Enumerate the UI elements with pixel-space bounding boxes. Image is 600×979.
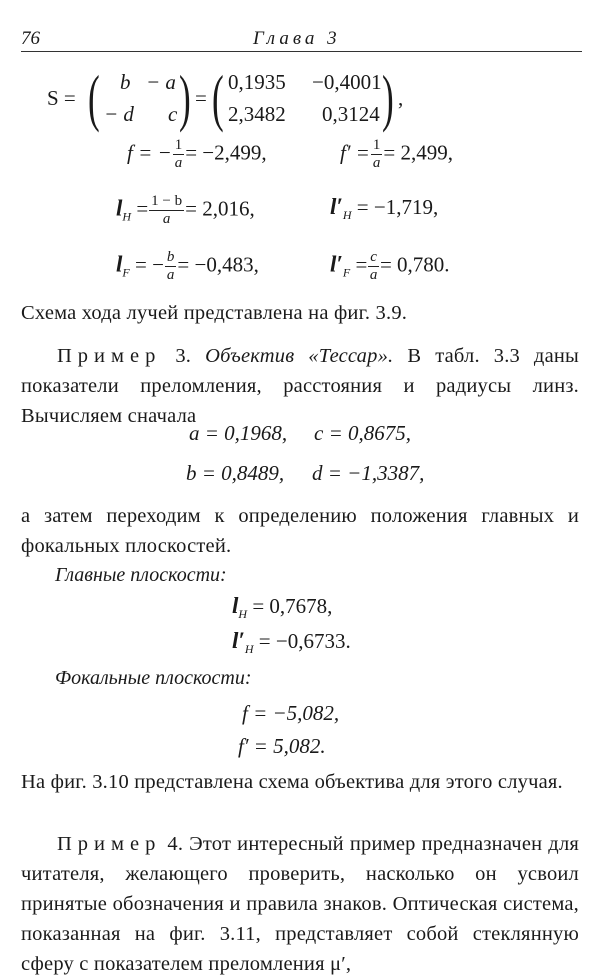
paragraph-planes: а затем переходим к определению положения главных и фокальных плоскостей. [21, 505, 579, 557]
lh-sub: H [122, 209, 132, 224]
value-c-text: c = 0,8675, [314, 421, 411, 445]
left-paren-close: ) [179, 62, 191, 133]
right-paren-close: ) [382, 62, 394, 133]
running-title: Глава 3 [253, 28, 341, 49]
principal-lh-prime [232, 628, 351, 657]
f-fraction [173, 138, 185, 171]
fp-value: = 2,499, [383, 140, 453, 165]
example-3-text: В табл. 3.3 даны показатели преломления, расстояния и радиусы линз. Вычисляем сначала [21, 345, 580, 427]
lf-eq: = − [134, 252, 164, 277]
lhp-symbol: l′ [330, 194, 343, 219]
lf-value: = −0,483, [177, 252, 259, 277]
paragraph-example-3 [21, 341, 579, 431]
example-3-number: 3. [161, 345, 192, 367]
fp-frac-den: a [372, 155, 381, 171]
f-lhs: f = − [127, 140, 172, 165]
principal-lhp-symbol: l′ [232, 628, 245, 653]
fp-frac-num: 1 [372, 137, 381, 153]
lfp-frac-num: c [370, 249, 377, 265]
lh-eq: = [136, 196, 149, 221]
value-c [314, 421, 411, 446]
value-a-text: a = 0,1968, [189, 421, 288, 445]
fp-fraction [371, 138, 383, 171]
matrix-b: b [120, 70, 131, 94]
equation-f-prime [340, 138, 453, 171]
paragraph-ray-scheme: Схема хода лучей представлена на фиг. 3.9. [21, 302, 408, 324]
value-a [189, 421, 287, 446]
lf-frac-num: b [166, 249, 175, 265]
value-b [186, 461, 284, 486]
f-frac-den: a [174, 155, 183, 171]
right-paren-open: ( [212, 62, 224, 133]
matrix-lhs: S = [47, 86, 76, 110]
focal-fp-text: f′ = 5,082. [238, 734, 326, 758]
lf-sub: F [122, 265, 130, 280]
lhp-value: = −1,719, [356, 195, 439, 219]
example-4-text: 4. Этот интересный пример предназначен для читателя, желающего проверить, насколько он усвоил принятые обозначения и правила знаков. Оптическая система, показанная на фиг. 3.11, представляет собой стеклянную сферу с показателем преломления μ′, [21, 833, 579, 975]
matrix-value-21: 2,3482 [228, 102, 286, 126]
lfp-eq: = [355, 252, 368, 277]
header-rule [21, 51, 582, 52]
equation-lh-prime [330, 194, 438, 223]
example-3-title: Объектив «Тессар». [205, 345, 394, 367]
lfp-frac-den: a [369, 267, 378, 283]
principal-lhp-value: = −0,6733. [258, 629, 351, 653]
matrix-minus-a: − a [146, 70, 176, 94]
f-frac-num: 1 [174, 137, 183, 153]
paragraph-fig-3-10: На фиг. 3.10 представлена схема объектива для этого случая. [21, 771, 563, 793]
matrix-c: c [168, 102, 178, 126]
lfp-symbol: l′ [330, 251, 343, 277]
focal-f-text: f = −5,082, [242, 701, 340, 725]
lh-value: = 2,016, [185, 196, 255, 221]
lfp-value: = 0,780. [379, 252, 450, 277]
lh-frac-num: 1 − b [151, 193, 183, 209]
matrix-value-22: 0,3124 [322, 102, 380, 126]
lh-frac-den: a [162, 211, 171, 227]
lhp-sub: H [342, 208, 352, 223]
value-d [312, 461, 424, 486]
principal-lhp-sub: H [244, 642, 254, 657]
equation-lf-prime [330, 250, 450, 283]
principal-lh-sub: H [238, 607, 248, 622]
paragraph-example-4 [21, 829, 579, 979]
value-b-text: b = 0,8489, [186, 461, 285, 485]
lfp-sub: F [342, 265, 351, 280]
principal-lh-value: = 0,7678, [252, 594, 333, 618]
f-value: = −2,499, [185, 140, 267, 165]
matrix-tail: , [398, 86, 404, 110]
example-3-label: Пример [57, 345, 162, 367]
matrix-value-11: 0,1935 [228, 70, 286, 94]
fp-lhs: f′ = [340, 140, 370, 165]
page-number: 76 [21, 28, 40, 49]
left-paren-open: ( [88, 62, 100, 133]
focal-f-prime [238, 734, 326, 759]
lf-fraction [165, 250, 177, 283]
example-4-label: Пример [57, 833, 162, 855]
principal-planes-heading: Главные плоскости: [55, 564, 227, 586]
equation-lf [116, 250, 259, 283]
lh-fraction [149, 194, 184, 227]
focal-f [242, 701, 339, 726]
lh-symbol: l [116, 195, 123, 221]
focal-planes-heading: Фокальные плоскости: [55, 667, 252, 689]
lf-frac-den: a [166, 267, 175, 283]
page-header [0, 22, 600, 50]
principal-lh [232, 593, 332, 622]
value-d-text: d = −1,3387, [312, 461, 425, 485]
equation-f [127, 138, 267, 171]
matrix-minus-d: − d [104, 102, 134, 126]
lf-symbol: l [116, 251, 123, 277]
equation-lh [116, 194, 255, 227]
matrix-value-12: −0,4001 [312, 70, 382, 94]
principal-lh-symbol: l [232, 593, 239, 618]
lfp-fraction [368, 250, 379, 283]
matrix-equals: = [195, 86, 207, 110]
